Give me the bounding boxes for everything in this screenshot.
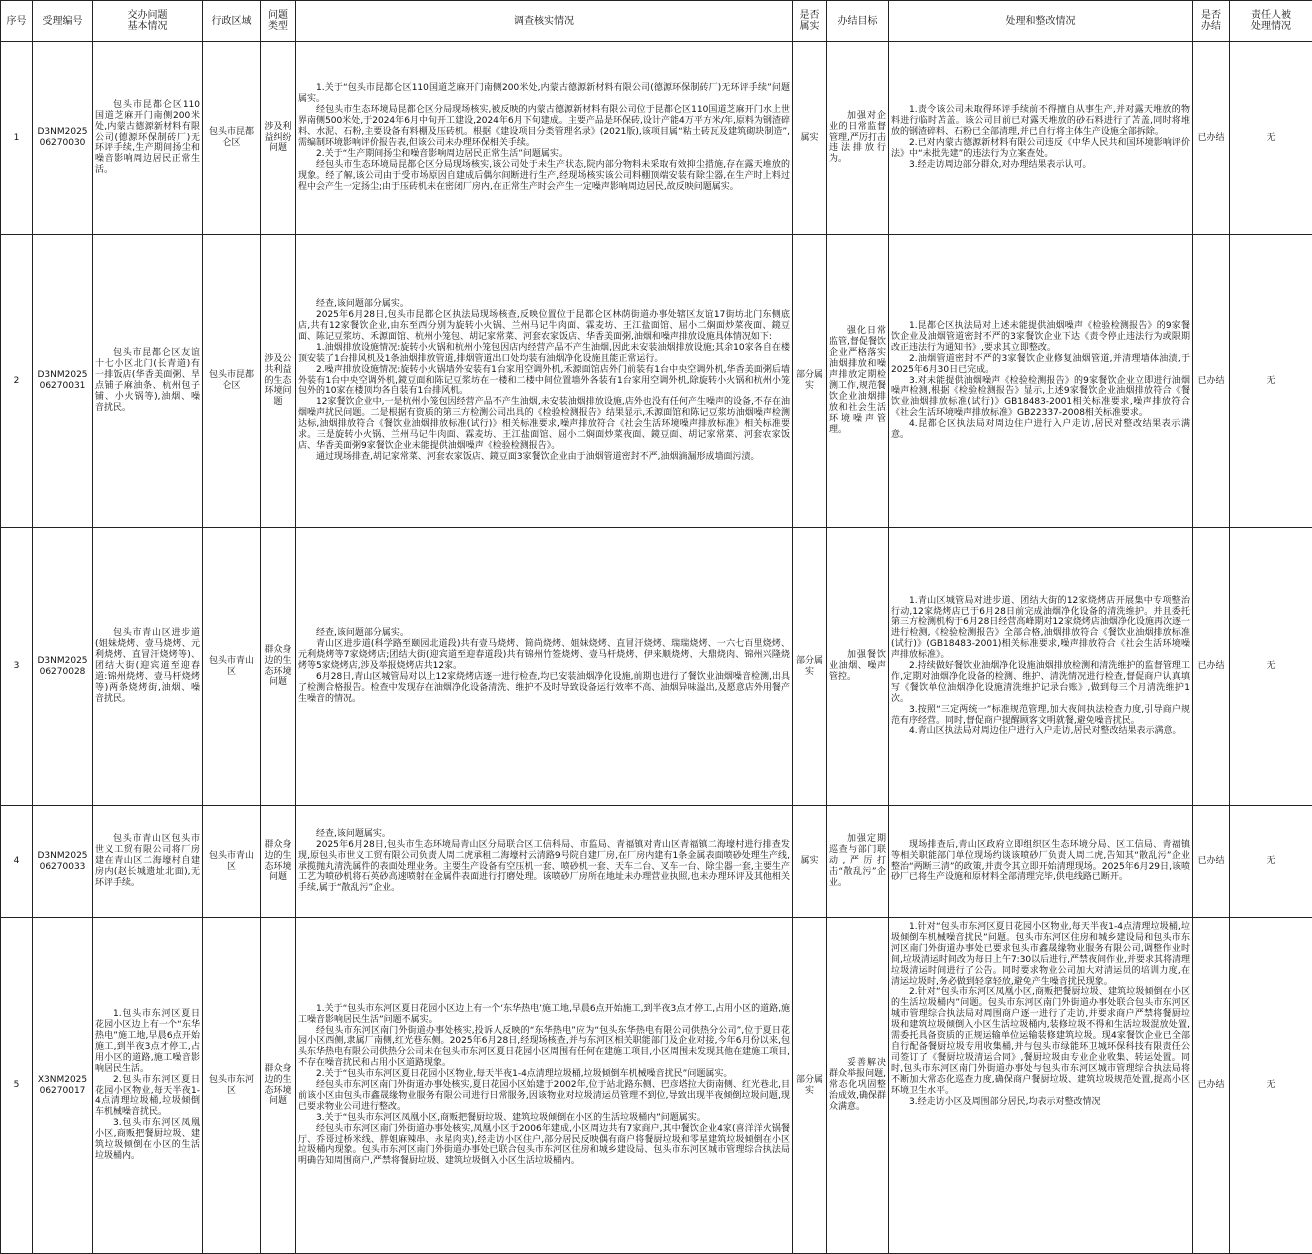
paragraph: 青山区进步道(科学路至颐园北道段)共有壹马烧烤、简尚烧烤、姐妹烧烤、直冒汗烧烤、瑞瑞烧烤、一六七百里烧烤、元利烧烤等7家烧烤店;团结大街(迎宾道至迎春道段)共有锦州竹签烧烤、壹马杆烧烤、伊来顺烧烤、大鼎烧肉、锦州兴隆烧烤等5家烧烤店,涉及举报烧烤店共12家。 [298, 639, 790, 672]
cell-true: 属实 [793, 42, 827, 235]
cell-done: 已办结 [1193, 806, 1230, 918]
table-row [1, 42, 1312, 235]
goal-text: 加强对企业的日常监督管理,严厉打击违法排放行为。 [829, 111, 886, 166]
cell-resp: 无 [1230, 806, 1312, 918]
cell-id: D3NM202506270030 [33, 42, 93, 235]
header-type: 问题 类型 [261, 1, 296, 42]
cell-resp: 无 [1230, 918, 1312, 1254]
header-investigation: 调查核实情况 [296, 1, 793, 42]
paragraph: 经查,该问题部分属实。 [298, 628, 790, 639]
paragraph: 通过现场排查,胡记家常菜、河套农家饭店、鏡豆面3家餐饮企业由于油烟管道密封不严,油烟滴漏形成墙面污渍。 [298, 452, 790, 463]
cell-investigation [296, 528, 793, 806]
paragraph: 3.按照“三定两统一”标准规范管理,加大夜间执法检查力度,引导商户规范有序经营。同时,督促商户提醒顾客文明就餐,避免噪音扰民。 [891, 705, 1190, 727]
cell-resp: 无 [1230, 528, 1312, 806]
cell-issue [93, 235, 203, 528]
cell-done: 已办结 [1193, 42, 1230, 235]
paragraph: 1.关于“包头市东河区夏日花园小区边上有一个‘东华热电’施工地,早晨6点开始施工,到半夜3点才停工,占用小区的道路,施工噪音影响居民生活”问题不属实。 [298, 1004, 790, 1026]
paragraph: 经包头市生态环境局昆都仑区分局现场核实,被反映的内蒙古德源新材料有限公司位于昆都仑区110国道芝麻开门水上世界南侧500米处,于2024年6月中旬开工建设,2024年6月下旬建成。主要产品是环保砖,设计产能4万平方米/年,原料为钢渣碎料、水泥、石粉,主要设备有料棚及压砖机。根据《建设项目分类管理名录》(2021版),该项目属“粘土砖瓦及建筑砌块制造”,需编制环境影响评价报告表,但该公司未办理环保相关手续。 [298, 105, 790, 149]
cell-true: 部分属实 [793, 528, 827, 806]
paragraph: 3.经走访周边部分群众,对办理结果表示认可。 [891, 160, 1190, 171]
header-area: 行政区域 [203, 1, 261, 42]
cell-true: 部分属实 [793, 918, 827, 1254]
issue-text: 包头市青山区进步道(姐妹烧烤、壹马烧烤、元利烧烤、直冒汗烧烤等)、团结大街(迎宾道至迎春道:锦州烧烤、壹马杆烧烤等)两条烧烤街,油烟、噪音扰民。 [95, 628, 200, 704]
paragraph: 1.青山区城管局对进步道、团结大街的12家烧烤店开展集中专项整治行动,12家烧烤店已于6月28日前完成油烟净化设备的清洗维护。并且委托第三方检测机构于6月28日经营高峰期对12家烧烤店油烟净化设施再次逐一进行检测,《检验检测报告》全部合格,油烟排放符合《餐饮业油烟排放标准(试行)》(GB18483-2001)相关标准要求,噪声排放符合《社会生活环境噪声排放标准》。 [891, 596, 1190, 661]
paragraph: 2.包头市东河区夏日花园小区物业,每天半夜1-4点清理垃圾桶,垃圾倾倒车机械噪音扰民。 [95, 1075, 200, 1119]
paragraph: 经包头市东河区南门外街道办事处核实,凤凰小区于2006年建成,小区周边共有7家商户,其中餐饮企业4家(喜洋洋火锅餐厅、乔哥过桥米线、胖姐麻辣串、永星肉夹),经走访小区住户,部分居民反映偶有商户将餐厨垃圾和零星建筑垃圾倾倒在小区垃圾桶内现象。包头市东河区南门外街道办事处已联合包头市东河区住房和城乡建设局、包头市东河区城市管理综合执法局明确告知周围商户,严禁将餐厨垃圾、建筑垃圾倒入小区生活垃圾桶内。 [298, 1124, 790, 1168]
header-id: 受理编号 [33, 1, 93, 42]
header-goal: 办结目标 [827, 1, 889, 42]
cell-issue [93, 528, 203, 806]
cell-id: X3NM202506270017 [33, 918, 93, 1254]
issue-text: 包头市昆都仑区友谊十七小区北门(长青道)有一排饭店(华香美面粥、旱点铺子麻油条、杭州包子铺、小火锅等),油烟、噪音扰民。 [95, 348, 200, 413]
paragraph: 2.关于“包头市东河区夏日花园小区物业,每天半夜1-4点清理垃圾桶,垃圾倾倒车机械噪音扰民”问题属实。 [298, 1069, 790, 1080]
cell-true: 部分属实 [793, 235, 827, 528]
cell-issue [93, 42, 203, 235]
cell-type: 涉及利益纠纷问题 [261, 42, 296, 235]
cell-fix [889, 42, 1193, 235]
paragraph: 2.针对“包头市东河区凤凰小区,商贩把餐厨垃圾、建筑垃圾倾倒在小区的生活垃圾桶内”问题。包头市东河区南门外街道办事处联合包头市东河区城市管理综合执法局对周围商户逐一进行了走访,并要求商户严禁将餐厨垃圾和建筑垃圾倾倒入小区生活垃圾桶内,装修垃圾不得和生活垃圾混放处置,需委托具备资质的正规运输单位运输装修建筑垃圾。现4家餐饮企业已全部自行配备餐厨垃圾专用收集桶,并与包头市绿能环卫城环保科技有限责任公司签订了《餐厨垃圾清运合同》,餐厨垃圾由专业企业收集、转运处置。同时,包头市东河区南门外街道办事处与包头市东河区城市管理综合执法局将不断加大常态化巡查力度,确保商户餐厨垃圾、建筑垃圾规范处置,提高小区环境卫生水平。 [891, 987, 1190, 1096]
paragraph: 经查,该问题部分属实。 [298, 299, 790, 310]
cell-type: 群众身边的生态环境问题 [261, 918, 296, 1254]
paragraph: 2025年6月28日,包头市生态环境局青山区分局联合区工信科局、市监局、青福镇对青山区青福镇二海壕村进行排查发现,原包头市世义工贸有限公司负责人周二虎承租二海壕村云清路9号院自建厂房,在厂房内建有1条金属表面喷砂处理生产线,承揽抛丸清洗属件的表面处理业务。主要生产设备有空压机一套、喷砂机一套、天车二台、叉车一台、除尘器一套,主要生产工艺为喷砂机将石英砂高速喷射在金属件表面进行打磨处理。该喷砂厂房所在地址未办理营业执照,也未办理环评及其他相关手续,属于“散乱污”企业。 [298, 840, 790, 895]
cell-no: 5 [1, 918, 33, 1254]
paragraph: 1.昆都仑区执法局对上述未能提供油烟噪声《检验检测报告》的9家餐饮企业及油烟管道密封不严的3家餐饮企业下达《责令停止违法行为或限期改正违法行为通知书》,要求其立即整改。 [891, 321, 1190, 354]
table-row [1, 235, 1312, 528]
cell-done: 已办结 [1193, 528, 1230, 806]
paragraph: 3.经走访小区及周围部分居民,均表示对整改情况 [891, 1097, 1190, 1108]
paragraph: 12家餐饮企业中,一是杭州小笼包因经营产品不产生油烟,未安装油烟排放设施,店外也没有任何产生噪声的设备,不存在油烟噪声扰民问题。二是根据有资质的第三方检测公司出具的《检验检测报告》结果显示,禾源面馆和陈记豆浆坊油烟噪声检测达标,油烟排放符合《餐饮业油烟排放标准(试行)》相关标准要求,噪声排放符合《社会生活环境噪声排放标准》相关标准要求。三是旋转小火锅、兰州马记牛肉面、霖麦坊、王江盐面馆、屈小二焖面炒菜夜面、鏡豆面、胡记家常菜、河套农家饭店、华香美面粥9家餐饮企业未能提供油烟噪声《检验检测报告》。 [298, 397, 790, 452]
paragraph: 现场排查后,青山区政府立即组织区生态环境分局、区工信局、青福镇等相关职能部门单位现场约谈该喷砂厂负责人周二虎,告知其“散乱污”企业整治“两断三清”的政策,并责令其立即开始清理现场。2025年6月29日,该喷砂厂已将生产设施和原材料全部清理完毕,供电线路已断开。 [891, 840, 1190, 884]
paragraph: 1.包头市东河区夏日花园小区边上有一个“东华热电”施工地,早晨6点开始施工,到半夜3点才停工,占用小区的道路,施工噪音影响居民生活。 [95, 1009, 200, 1074]
goal-text: 妥善解决群众举报问题,常态化巩固整治成效,确保群众满意。 [829, 1058, 886, 1113]
header-row [1, 1, 1312, 42]
table-row [1, 918, 1312, 1254]
cell-area: 包头市昆都仑区 [203, 42, 261, 235]
cell-fix [889, 918, 1193, 1254]
cell-area: 包头市青山区 [203, 806, 261, 918]
cell-no: 1 [1, 42, 33, 235]
paragraph: 4.昆都仑区执法局对周边住户进行入户走访,居民对整改结果表示满意。 [891, 419, 1190, 441]
cell-goal [827, 528, 889, 806]
paragraph: 经包头市生态环境局昆都仑区分局现场核实,该公司处于未生产状态,院内部分物料未采取有效抑尘措施,存在露天堆放的现象。经了解,该公司由于受市场原因自建成后偶尔间断进行生产,经现场核实该公司料棚顶端安装有除尘器,在生产时上料过程中会产生一定扬尘;由于压砖机未在密闭厂房内,在正常生产时会产生一定噪声影响周边居民,故反映问题属实。 [298, 160, 790, 193]
paragraph: 3.关于“包头市东河区凤凰小区,商贩把餐厨垃圾、建筑垃圾倾倒在小区的生活垃圾桶内”问题属实。 [298, 1113, 790, 1124]
cell-goal [827, 918, 889, 1254]
header-issue: 交办问题 基本情况 [93, 1, 203, 42]
paragraph: 6月28日,青山区城管局对以上12家烧烤店逐一进行检查,均已安装油烟净化设施,前期也进行了餐饮业油烟噪音检测,出具了检测合格报告。检查中发现存在油烟净化设备清洗、维护不及时导致设备运行效率不高、油烟异味溢出,及愿意店外用餐产生噪音的情况。 [298, 672, 790, 705]
paragraph: 2.持续做好餐饮业油烟净化设施油烟排放检测和清洗维护的监督管理工作,定期对油烟净化设备的检测、维护、清洗情况进行检查,督促商户认真填写《餐饮单位油烟净化设施清洗维护记录台账》,做到每三个月清洗维护1次。 [891, 661, 1190, 705]
header-fix: 处理和整改情况 [889, 1, 1193, 42]
header-true: 是否 属实 [793, 1, 827, 42]
header-no: 序号 [1, 1, 33, 42]
cell-investigation [296, 918, 793, 1254]
issue-text: 包头市青山区包头市世义工贸有限公司将厂房建在青山区二海壕村自建房内(赵长城遗址北面),无环评手续。 [95, 834, 200, 889]
cell-id: D3NM202506270031 [33, 235, 93, 528]
paragraph: 经包头市东河区南门外街道办事处核实,夏日花园小区始建于2002年,位于站北路东侧、巴彦塔拉大街南侧、红光巷北,目前该小区由包头市鑫晟缘物业服务有限公司进行日常服务,因该物业对垃圾清运员管理不到位,导致出现半夜倾倒垃圾问题,现已要求物业公司进行整改。 [298, 1080, 790, 1113]
cell-type: 涉及公共利益的生态环境问题 [261, 235, 296, 528]
table-row [1, 528, 1312, 806]
table-row [1, 806, 1312, 918]
cell-investigation [296, 42, 793, 235]
paragraph: 2.已对内蒙古德源新材料有限公司违反《中华人民共和国环境影响评价法》中“未批先建”的违法行为立案查处。 [891, 138, 1190, 160]
cell-resp: 无 [1230, 42, 1312, 235]
cell-id: D3NM202506270033 [33, 806, 93, 918]
cell-area: 包头市东河区 [203, 918, 261, 1254]
cell-type: 群众身边的生态环境问题 [261, 528, 296, 806]
paragraph: 4.青山区执法局对周边住户进行入户走访,居民对整改结果表示满意。 [891, 726, 1190, 737]
paragraph: 经包头市东河区南门外街道办事处核实,投诉人反映的“东华热电”应为“包头东华热电有限公司供热分公司”,位于夏日花园小区西侧,隶属厂南侧,红光巷东侧。2025年6月28日,经现场核查,并与东河区相关职能部门及企业对接,今年6月份以来,包头东华热电有限公司供热分公司未在包头市东河区夏日花园小区周围有任何在建施工项目,小区周围未发现其他在建施工项目,不存在噪音扰民和占用小区道路现象。 [298, 1026, 790, 1070]
cell-done: 已办结 [1193, 918, 1230, 1254]
paragraph: 2.油烟管道密封不严的3家餐饮企业修复油烟管道,并清理墙体油渍,于2025年6月30日已完成。 [891, 354, 1190, 376]
goal-text: 加强餐饮业油烟、噪声管控。 [829, 650, 886, 683]
paragraph: 1.责令该公司未取得环评手续前不得擅自从事生产,并对露天堆放的物料进行临时苫盖。该公司目前已对露天堆放的砂石料进行了苫盖,同时将堆放的钢渣碎料、石粉已全部清理,并已自行将主体生产设施全部拆除。 [891, 105, 1190, 138]
cell-done: 已办结 [1193, 235, 1230, 528]
paragraph: 2.关于“生产期间扬尘和噪音影响周边居民正常生活”问题属实。 [298, 149, 790, 160]
cell-issue [93, 918, 203, 1254]
cell-id: D3NM202506270028 [33, 528, 93, 806]
cell-goal [827, 235, 889, 528]
cell-resp: 无 [1230, 235, 1312, 528]
cell-true: 属实 [793, 806, 827, 918]
paragraph: 1.针对“包头市东河区夏日花园小区物业,每天半夜1-4点清理垃圾桶,垃圾倾倒车机械噪音扰民”问题。包头市东河区住房和城乡建设局和包头市东河区南门外街道办事处已要求包头市鑫晟缘物业服务有限公司,调整作业时间,垃圾清运时间改为每日上午7:30以后进行,严禁夜间作业,并要求其将清理垃圾清运时间进行了公告。同时要求物业公司加大对清运员的培训力度,在清运垃圾时,务必做到轻拿轻放,避免产生噪音扰民现象。 [891, 922, 1190, 987]
cell-no: 4 [1, 806, 33, 918]
cell-type: 群众身边的生态环境问题 [261, 806, 296, 918]
cell-no: 2 [1, 235, 33, 528]
paragraph: 经查,该问题属实。 [298, 829, 790, 840]
cell-goal [827, 42, 889, 235]
cell-goal [827, 806, 889, 918]
issue-text: 包头市昆都仑区110国道芝麻开门南侧200米处,内蒙古德源新材料有限公司(德源环保制砖厂)无环评手续,生产期间扬尘和噪音影响周边居民正常生活。 [95, 100, 200, 176]
paragraph: 1.关于“包头市昆都仑区110国道芝麻开门南侧200米处,内蒙古德源新材料有限公司(德源环保制砖厂)无环评手续”问题属实。 [298, 83, 790, 105]
goal-text: 强化日常监管,督促餐饮企业严格落实油烟排放和噪声排放定期检测工作,规范餐饮企业油烟排放和社会生活环境噪声管理。 [829, 326, 886, 435]
cell-fix [889, 806, 1193, 918]
cell-area: 包头市昆都仑区 [203, 235, 261, 528]
paragraph: 3.对未能提供油烟噪声《检验检测报告》的9家餐饮企业立即进行油烟噪声检测,根据《检验检测报告》显示,上述9家餐饮企业油烟排放符合《餐饮业油烟排放标准(试行)》GB18483-2001相关标准要求,噪声排放符合《社会生活环境噪声排放标准》GB22337-2008相关标准要求。 [891, 376, 1190, 420]
cell-no: 3 [1, 528, 33, 806]
cell-area: 包头市青山区 [203, 528, 261, 806]
paragraph: 1.油烟排放设施情况:旋转小火锅和杭州小笼包因店内经营产品不产生油烟,因此未安装油烟排放设施;其余10家各自在楼顶安装了1台排风机及1条油烟排放管道,排烟管道出口处均装有油烟净化设施且能正常运行。 [298, 343, 790, 365]
paragraph: 2025年6月28日,包头市昆都仑区执法局现场核查,反映位置位于昆都仑区林荫街道办事处辖区友谊17街坊北门东侧底店,共有12家餐饮企业,由东至西分别为旋转小火锅、兰州马记牛肉面、霖麦坊、王江盐面馆、屈小二焖面炒菜夜面、鏡豆面、陈记豆浆坊、禾源面馆、杭州小笼包、胡记家常菜、河套农家饭店、华香美面粥,油烟和噪声排放设施具体情况如下: [298, 310, 790, 343]
cell-fix [889, 235, 1193, 528]
cell-investigation [296, 806, 793, 918]
goal-text: 加强定期巡查与部门联动,严厉打击“散乱污”企业。 [829, 834, 886, 889]
cell-fix [889, 528, 1193, 806]
header-resp: 责任人被 处理情况 [1230, 1, 1312, 42]
paragraph: 3.包头市东河区凤凰小区,商贩把餐厨垃圾、建筑垃圾倾倒在小区的生活垃圾桶内。 [95, 1118, 200, 1162]
cell-issue [93, 806, 203, 918]
paragraph: 2.噪声排放设施情况:旋转小火锅墙外安装有1台家用空调外机,禾源面馆店外门前装有1台中央空调外机,华香美面粥后墙外装有1台中央空调外机,鏡豆面和陈记豆浆坊在一楼和二楼中间位置墙外各装有1台家用空调外机,除旋转小火锅和杭州小笼包外的10家在楼顶均各自装有1台排风机。 [298, 365, 790, 398]
header-done: 是否 办结 [1193, 1, 1230, 42]
cell-investigation [296, 235, 793, 528]
